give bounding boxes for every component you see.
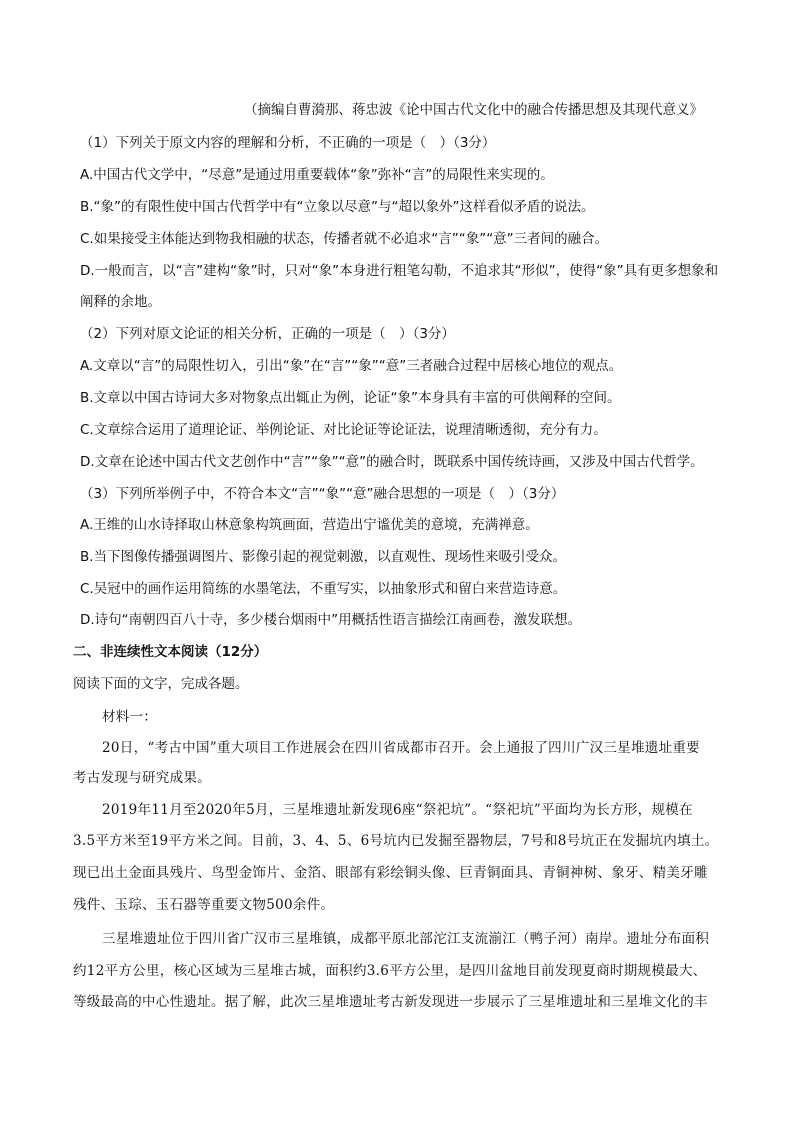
question-1-stem: （1）下列关于原文内容的理解和分析，不正确的一项是（ ）（3分） [80,135,496,151]
question-2-option-a: A.文章以“言”的局限性切入，引出“象”在“言”“象”“意”三者融合过程中居核心地位的观点。 [80,358,623,374]
material-label: 材料一： [102,709,158,725]
question-1-option-a: A.中国古代文学中，“尽意”是通过用重要载体“象”弥补“言”的局限性来实现的。 [80,167,554,183]
source-citation: （摘编自曹漪那、蒋忠波《论中国古代文化中的融合传播思想及其现代意义》 [244,102,703,118]
material-paragraph-1-line-2: 考古发现与研究成果。 [73,770,211,786]
question-2-option-c: C.文章综合运用了道理论证、举例论证、对比论证等论证法，说理清晰透彻，充分有力。 [80,422,607,438]
material-paragraph-2-line-1: 2019年11月至2020年5月，三星堆遗址新发现6座“祭祀坑”。“祭祀坑”平面均为长方形，规模在 [102,802,693,818]
question-3-option-c: C.吴冠中的画作运用简练的水墨笔法，不重写实，以抽象形式和留白来营造诗意。 [80,581,567,597]
question-3-option-b: B.当下图像传播强调图片、影像引起的视觉刺激，以直观性、现场性来吸引受众。 [80,549,567,565]
material-paragraph-3-line-3: 等级最高的中心性遗址。据了解，此次三星堆遗址考古新发现进一步展示了三星堆遗址和三星堆文化的丰 [73,994,708,1010]
question-1-option-b: B.“象”的有限性使中国古代哲学中有“立象以尽意”与“超以象外”这样看似矛盾的说法。 [80,199,595,215]
material-paragraph-2-line-3: 现已出土金面具残片、鸟型金饰片、金箔、眼部有彩绘铜头像、巨青铜面具、青铜神树、象牙、精美牙雕 [73,865,708,881]
material-paragraph-2-line-4: 残件、玉琮、玉石器等重要文物500余件。 [73,897,335,913]
section-2-heading: 二、非连续性文本阅读（12分） [73,644,268,660]
material-paragraph-2-line-2: 3.5平方米至19平方米之间。目前，3、4、5、6号坑内已发掘至器物层，7号和8号坑正在发掘坑内填土。 [73,833,719,849]
question-3-option-a: A.王维的山水诗择取山林意象构筑画面，营造出宁谧优美的意境，充满禅意。 [80,517,539,533]
material-paragraph-3-line-2: 约12平方公里，核心区域为三星堆古城，面积约3.6平方公里，是四川盆地目前发现夏商时期规模最大、 [73,963,707,979]
material-paragraph-1-line-1: 20日，“考古中国”重大项目工作进展会在四川省成都市召开。会上通报了四川广汉三星堆遗址重要 [102,740,700,756]
question-1-option-d-continued: 阐释的余地。 [80,294,161,310]
material-paragraph-3-line-1: 三星堆遗址位于四川省广汉市三星堆镇，成都平原北部沱江支流湔江（鸭子河）南岸。遗址分布面积 [102,931,710,947]
question-2-option-b: B.文章以中国古诗词大多对物象点出辄止为例，论证“象”本身具有丰富的可供阐释的空间。 [80,390,621,406]
question-2-stem: （2）下列对原文论证的相关分析，正确的一项是（ ）（3分） [80,326,455,342]
question-1-option-d: D.一般而言，以“言”建构“象”时，只对“象”本身进行粗笔勾勒，不追求其“形似”，使得“象”具有更多想象和 [80,263,719,279]
section-2-instruction: 阅读下面的文字，完成各题。 [73,676,249,692]
question-3-option-d: D.诗句“南朝四百八十寺，多少楼台烟雨中”用概括性语言描绘江南画卷，激发联想。 [80,612,582,628]
question-2-option-d: D.文章在论述中国古代文艺创作中“言”“象”“意”的融合时，既联系中国传统诗画，又涉及中国古代哲学。 [80,454,704,470]
question-1-option-c: C.如果接受主体能达到物我相融的状态，传播者就不必追求“言”“象”“意”三者间的融合。 [80,231,609,247]
question-3-stem: （3）下列所举例子中，不符合本文“言”“象”“意”融合思想的一项是（ ）（3分） [80,486,565,502]
